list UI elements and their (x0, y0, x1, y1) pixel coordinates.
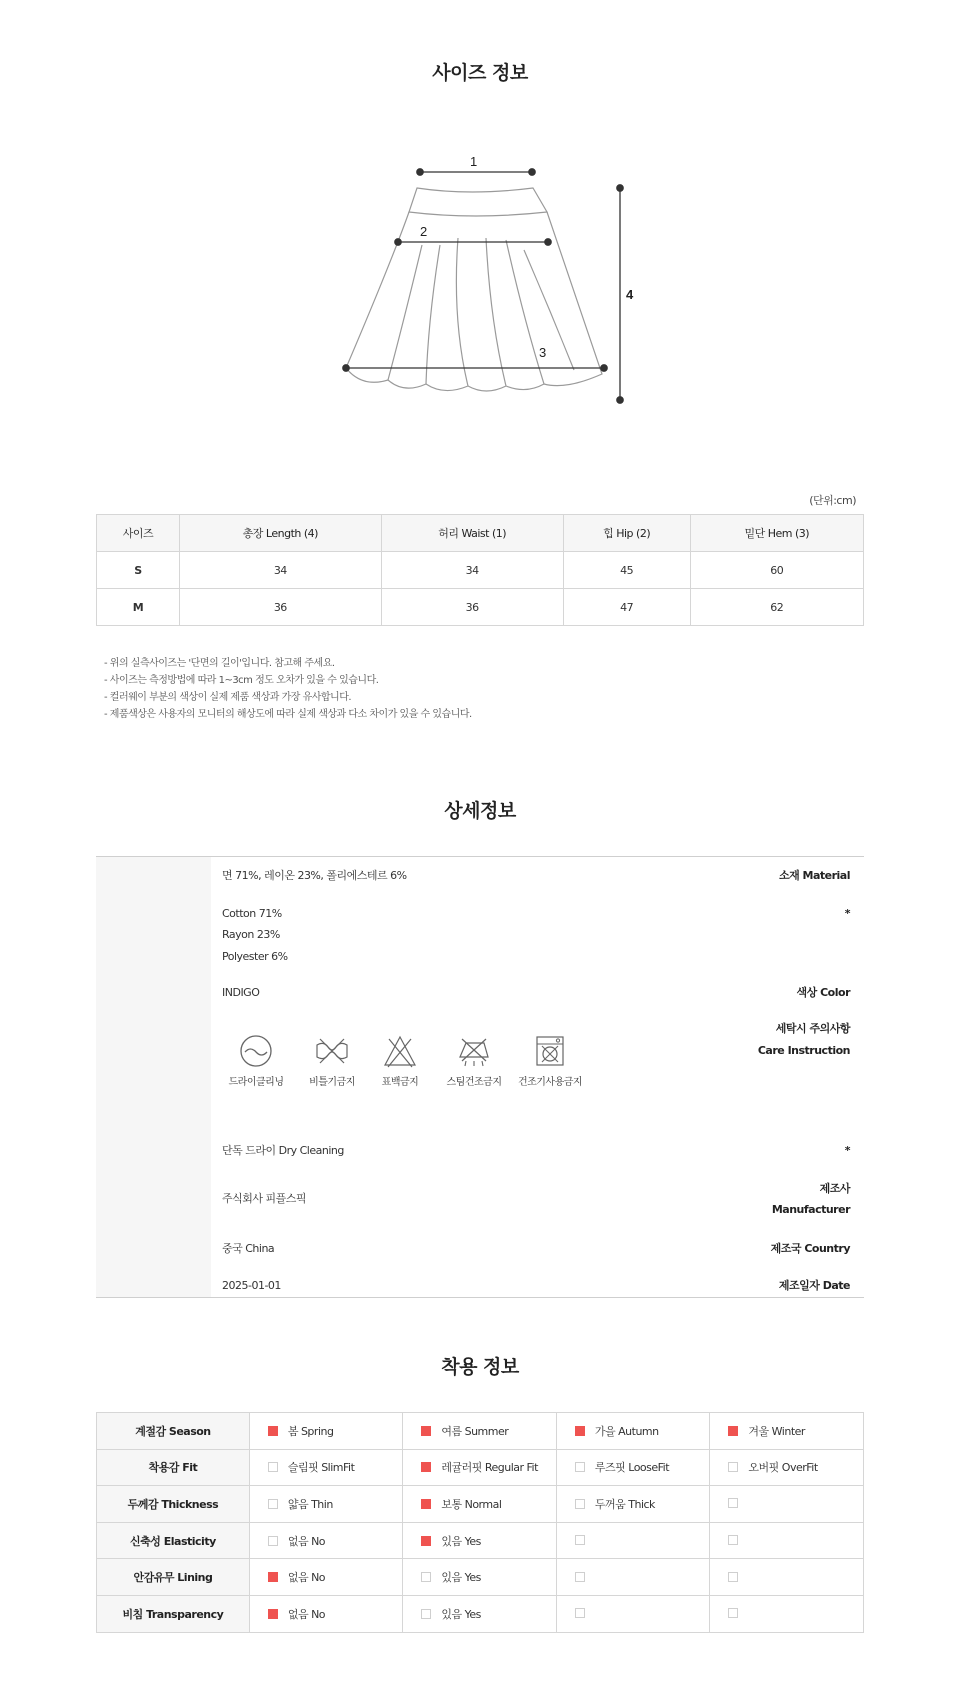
wear-option (710, 1522, 864, 1559)
wear-option (403, 1486, 557, 1523)
material-star: * (844, 907, 850, 920)
hem-cell: 60 (690, 552, 863, 589)
wear-option-label: 있음 Yes (441, 1534, 481, 1548)
size-info-title: 사이즈 정보 (432, 62, 528, 84)
wear-option (710, 1595, 864, 1632)
checked-box-icon (421, 1536, 431, 1546)
wear-option (403, 1413, 557, 1450)
wear-option-label: 있음 Yes (441, 1571, 481, 1585)
waist-cell: 36 (381, 589, 563, 626)
wear-option (403, 1559, 557, 1596)
wear-option-label: 가을 Autumn (594, 1424, 659, 1438)
wear-row-label: 신축성 Elasticity (97, 1522, 250, 1559)
table-row (97, 1486, 864, 1523)
unchecked-box-icon (575, 1535, 585, 1545)
unchecked-box-icon (728, 1535, 738, 1545)
detail-info-title: 상세정보 (444, 800, 516, 822)
care-caption: 스팀건조금지 (446, 1077, 502, 1088)
note-item: - 제품색상은 사용자의 모니터의 해상도에 따라 실제 색상과 다소 차이가 있을 수 있습니다. (104, 709, 472, 720)
material-value: 면 71%, 레이온 23%, 폴리에스테르 6% (222, 869, 407, 882)
size-cell: S (97, 552, 180, 589)
checked-box-icon (268, 1572, 278, 1582)
wear-option (249, 1522, 403, 1559)
unchecked-box-icon (575, 1608, 585, 1618)
checked-box-icon (421, 1499, 431, 1509)
wear-option-label: 보통 Normal (441, 1497, 502, 1511)
unchecked-box-icon (728, 1498, 738, 1508)
wear-option-label: 슬림핏 SlimFit (287, 1461, 355, 1475)
unchecked-box-icon (421, 1609, 431, 1619)
wear-option (403, 1595, 557, 1632)
material-label: 소재 Material (778, 869, 850, 882)
wear-option-label: 없음 No (287, 1571, 326, 1585)
size-table-header (97, 515, 864, 552)
checked-box-icon (268, 1426, 278, 1436)
wear-option-label: 봄 Spring (287, 1424, 334, 1438)
care-item (513, 1033, 587, 1088)
no-tumble-dry-icon (532, 1033, 568, 1069)
header-length: 총장 Length (4) (179, 515, 381, 552)
header-size: 사이즈 (97, 515, 180, 552)
size-notes (104, 655, 804, 723)
care-item (295, 1033, 369, 1088)
unchecked-box-icon (268, 1499, 278, 1509)
wear-row-label: 안감유무 Lining (97, 1559, 250, 1596)
wear-option-label: 루즈핏 LooseFit (594, 1461, 670, 1475)
note-item: - 사이즈는 측정방법에 따라 1~3cm 정도 오차가 있을 수 있습니다. (104, 675, 379, 686)
detail-info-table (96, 856, 864, 1298)
waist-cell: 34 (381, 552, 563, 589)
table-row (97, 1595, 864, 1632)
length-cell: 34 (179, 552, 381, 589)
detail-label-column (96, 857, 211, 1297)
size-table (96, 514, 864, 626)
wear-option (556, 1486, 710, 1523)
care-item (437, 1033, 511, 1088)
care-caption: 표백금지 (381, 1077, 419, 1088)
wear-row-label: 계절감 Season (97, 1413, 250, 1450)
care-caption: 비틀기금지 (309, 1077, 355, 1088)
care-label-en: Care Instruction (757, 1044, 850, 1057)
care-star: * (844, 1144, 850, 1157)
material-line: Rayon 23% (222, 928, 280, 941)
manufacturer-label-en: Manufacturer (771, 1203, 850, 1216)
diagram-label-hem: 3 (539, 345, 547, 360)
wear-option-label: 두꺼움 Thick (594, 1497, 655, 1511)
wear-option-label: 겨울 Winter (748, 1424, 805, 1438)
checked-box-icon (268, 1609, 278, 1619)
skirt-size-diagram (330, 145, 650, 415)
table-row (97, 1522, 864, 1559)
wear-info-title: 착용 정보 (441, 1356, 519, 1378)
hem-cell: 62 (690, 589, 863, 626)
header-hip: 힙 Hip (2) (563, 515, 690, 552)
wear-option-label: 레귤러핏 Regular Fit (441, 1461, 538, 1475)
diagram-label-length: 4 (626, 287, 634, 302)
checked-box-icon (421, 1426, 431, 1436)
care-note: 단독 드라이 Dry Cleaning (222, 1144, 344, 1157)
checked-box-icon (575, 1426, 585, 1436)
country-label: 제조국 Country (770, 1242, 850, 1255)
wear-option (403, 1522, 557, 1559)
wear-option (403, 1449, 557, 1486)
wear-option-label: 있음 Yes (441, 1607, 481, 1621)
wear-option (249, 1595, 403, 1632)
wear-row-label: 착용감 Fit (97, 1449, 250, 1486)
size-cell: M (97, 589, 180, 626)
date-label: 제조일자 Date (778, 1279, 850, 1292)
wear-option-label: 얇음 Thin (287, 1497, 333, 1511)
unchecked-box-icon (728, 1462, 738, 1472)
wear-option (710, 1413, 864, 1450)
length-cell: 36 (179, 589, 381, 626)
manufacturer-value: 주식회사 피플스픽 (222, 1192, 307, 1205)
dry-cleaning-icon (238, 1033, 274, 1069)
wear-option (710, 1449, 864, 1486)
manufacturer-label: 제조사 (819, 1182, 850, 1195)
unchecked-box-icon (268, 1462, 278, 1472)
unchecked-box-icon (575, 1572, 585, 1582)
unchecked-box-icon (575, 1499, 585, 1509)
note-item: - 위의 실측사이즈는 '단면의 길이'입니다. 참고해 주세요. (104, 658, 335, 669)
wear-option (249, 1449, 403, 1486)
wear-option-label: 오버핏 OverFit (748, 1461, 818, 1475)
wear-option (249, 1413, 403, 1450)
table-row (97, 1413, 864, 1450)
diagram-label-hip: 2 (420, 224, 428, 239)
no-wring-icon (314, 1033, 350, 1069)
diagram-label-waist: 1 (470, 154, 478, 169)
table-row (97, 589, 864, 626)
material-line: Polyester 6% (222, 950, 288, 963)
wear-option (710, 1486, 864, 1523)
wear-option (556, 1413, 710, 1450)
wear-option (556, 1595, 710, 1632)
care-item (363, 1033, 437, 1088)
care-label: 세탁시 주의사항 (775, 1022, 850, 1035)
date-value: 2025-01-01 (222, 1279, 281, 1292)
wear-option (249, 1559, 403, 1596)
material-line: Cotton 71% (222, 907, 282, 920)
care-caption: 건조기사용금지 (517, 1077, 583, 1088)
wear-option (249, 1486, 403, 1523)
hip-cell: 45 (563, 552, 690, 589)
header-hem: 밑단 Hem (3) (690, 515, 863, 552)
table-row (97, 1559, 864, 1596)
wear-option-label: 없음 No (287, 1607, 326, 1621)
country-value: 중국 China (222, 1242, 275, 1255)
unchecked-box-icon (728, 1608, 738, 1618)
care-caption: 드라이클리닝 (228, 1077, 284, 1088)
unchecked-box-icon (421, 1572, 431, 1582)
wear-row-label: 두께감 Thickness (97, 1486, 250, 1523)
unchecked-box-icon (268, 1536, 278, 1546)
header-waist: 허리 Waist (1) (381, 515, 563, 552)
table-row (97, 1449, 864, 1486)
note-item: - 컬러웨이 부분의 색상이 실제 제품 색상과 가장 유사합니다. (104, 692, 352, 703)
wear-option (556, 1449, 710, 1486)
checked-box-icon (728, 1426, 738, 1436)
no-bleach-icon (382, 1033, 418, 1069)
unchecked-box-icon (575, 1462, 585, 1472)
wear-option (556, 1559, 710, 1596)
checked-box-icon (421, 1462, 431, 1472)
care-item (219, 1033, 293, 1088)
wear-row-label: 비침 Transparency (97, 1595, 250, 1632)
wear-option-label: 여름 Summer (441, 1424, 509, 1438)
table-row (97, 552, 864, 589)
unit-label: (단위:cm) (809, 494, 856, 507)
wear-option (556, 1522, 710, 1559)
color-value: INDIGO (222, 986, 260, 999)
wear-info-table (96, 1412, 864, 1633)
wear-option (710, 1559, 864, 1596)
color-label: 색상 Color (796, 986, 850, 999)
unchecked-box-icon (728, 1572, 738, 1582)
wear-option-label: 없음 No (287, 1534, 326, 1548)
hip-cell: 47 (563, 589, 690, 626)
no-steam-dry-icon (456, 1033, 492, 1069)
